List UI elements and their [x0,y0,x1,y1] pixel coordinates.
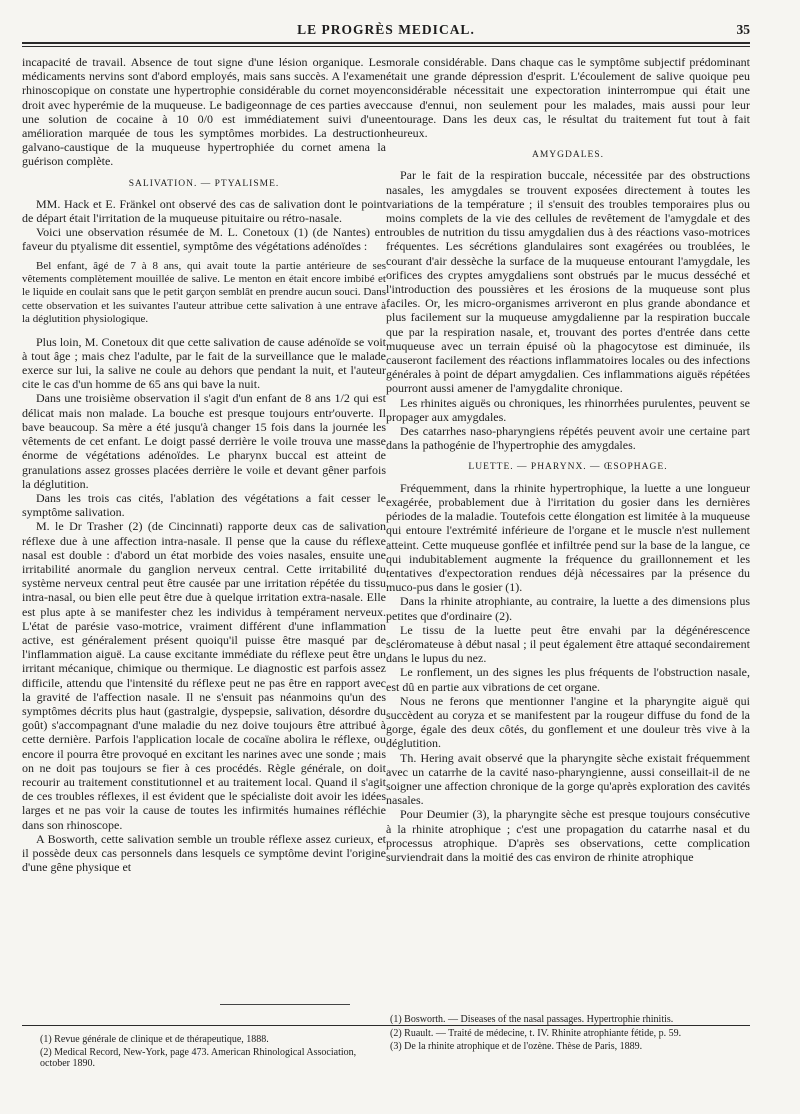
footnote: (2) Medical Record, New-York, page 473. American Rhinological Association, october 1890. [40,1046,357,1070]
footnote: (2) Ruault. — Traité de médecine, t. IV. Rhinite atrophiante fétide, p. 59. [390,1027,682,1039]
paragraph: Les rhinites aiguës ou chroniques, les rhinorrhées purulentes, peuvent se propager aux amygdales. [386,395,750,424]
header-rule-thin [22,46,750,47]
paragraph: incapacité de travail. Absence de tout signe d'une lésion organique. Les médicaments nervins sont d'abord employés, mais sans succès. A l'examen rhinoscopique on constate une hypertrophie considérable du cornet moyen droit avec hyperémie de la muqueuse. Le badigeonnage de ces parties avec une solution de cocaine à 10 0/0 est immédiatement suivi d'une amélioration marquée de tous les symptômes morbides. La destruction galvano-caustique de la muqueuse hypertrophiée du cornet amena la guérison complète. [22,55,386,169]
footnote: (3) De la rhinite atrophique et de l'ozène. Thèse de Paris, 1889. [390,1041,643,1053]
left-column [22,55,386,874]
footnotes-right [390,1014,730,1055]
paragraph: Voici une observation résumée de M. L. Conetoux (1) (de Nantes) en faveur du ptyalisme dit essentiel, symptôme des végétations adénoïdes : [22,225,386,254]
paragraph: Le ronflement, un des signes les plus fréquents de l'obstruction nasale, est dû en partie aux vibrations de cet organe. [386,665,750,694]
footnote: (1) Bosworth. — Diseases of the nasal passages. Hypertrophie rhinitis. [390,1014,674,1025]
running-header [22,16,750,40]
paragraph: Fréquemment, dans la rhinite hypertrophique, la luette a une longueur exagérée, probablement due à l'irritation du gosier dans les dernières périodes de la maladie. Toutefois cette élongation est limitée à la muqueuse qui entoure l'extrémité inférieure de l'organe et le muscle n'est nullement atteint. Cette muqueuse gonflée et infiltrée pend sur la base de la langue, ce qui indubitablement augmente la fréquence du graillonnement et les tentatives d'expectoration rendues déjà nécessaires par la présence du muco-pus dans le gosier (1). [386,480,750,595]
footnote: (1) Revue générale de clinique et de thérapeutique, 1888. [40,1034,269,1045]
footnotes-left [40,1034,380,1071]
paragraph: MM. Hack et E. Fränkel ont observé des cas de salivation dont le point de départ était l'irritation de la muqueuse pituitaire ou rétro-nasale. [22,196,386,226]
section-heading: AMYGDALES. [531,150,604,161]
paragraph: Pour Deumier (3), la pharyngite sèche est presque toujours consécutive à la rhinite atrophique ; c'est une propagation du catarrhe nasal et du processus atrophique. D'après ses observations, cette complication surviendrait dans la moitié des cas environ de rhinite atrophique [386,807,750,864]
paragraph: Par le fait de la respiration buccale, nécessitée par des obstructions nasales, les amygdales se trouvent exposées directement à toutes les variations de la température ; il s'ensuit des troubles temporaires plus ou moins complets de la vie des cellules de revêtement de l'amygdale et des troubles de nutrition du tissu amygdalien dus à des réactions vaso-motrices fréquentes. Les sécrétions glandulaires sont exagérées ou troublées, le courant d'air dessèche la surface de la muqueuse entourant l'amygdale, les orifices des cryptes amygdaliens sont obstrués par le mucus desséché et l'introduction des poussières et les érosions de la muqueuse sont plus faciles. Or, les micro-organismes arriveront en plus grande abondance et plus facilement sur la muqueuse amygdalienne par la respiration buccale que par la respiration nasale, et, trouvant des portes d'entrée dans cette muqueuse avec un terrain épuisé où la phagocytose est diminuée, ils causeront facilement des réactions inflammatoires locales ou des infections générales à point de départ amygdalien. Ces inflammations aiguës répétées pourront aussi amener de l'amygdalite chronique. [386,168,750,396]
paragraph: Th. Hering avait observé que la pharyngite sèche existait fréquemment avec un catarrhe de la cavité naso-pharyngienne, aussi conseillait-il de ne soigner une affection chronique de la gorge qu'après exploration des cavités nasales. [386,750,750,808]
journal-title: LE PROGRÈS MEDICAL. [297,22,475,37]
column-end-rule [220,1004,350,1006]
paragraph: Nous ne ferons que mentionner l'angine et la pharyngite aiguë qui succèdent au coryza et se manifestent par la rougeur diffuse du fond de la gorge, égale des deux côtés, du gonflement et une douleur très vive à la déglutition. [386,693,750,751]
page-number: 35 [736,22,750,37]
paragraph: Des catarrhes naso-pharyngiens répétés peuvent avoir une certaine part dans la pathogénie de l'hypertrophie des amygdales. [386,424,750,453]
paragraph: A Bosworth, cette salivation semble un trouble réflexe assez curieux, et il possède deux cas personnels dans lesquels ce symptôme devint l'origine d'une gêne physique et [22,831,386,875]
paragraph: Dans la rhinite atrophiante, au contraire, la luette a des dimensions plus petites que d'ordinaire (2). [386,594,750,623]
header-rule-thick [22,42,750,44]
paragraph: Dans une troisième observation il s'agit d'un enfant de 8 ans 1/2 qui est délicat mais non malade. La bouche est presque toujours entr'ouverte. Il bave beaucoup. Sa mère a été jusqu'à changer 15 fois dans la journée les vêtements de cet enfant. Le doigt passé derrière le voile trouva une masse énorme de végétations adénoïdes. Le pharynx buccal est atteint de granulations assez grosses placées derrière le voile et devant gêner parfois la déglutition. [22,391,386,491]
paragraph: Plus loin, M. Conetoux dit que cette salivation de cause adénoïde se voit à tout âge ; mais chez l'adulte, par le fait de la surveillance que le malade exerce sur lui, la salive ne coule au dehors que pendant la nuit, et l'auteur cite le cas d'un homme de 65 ans qui bave la nuit. [22,334,386,392]
paragraph: morale considérable. Dans chaque cas le symptôme subjectif prédominant était une grande dépression d'esprit. L'écoulement de salive quoique peu considérable nécessitait une expectoration ininterrompue qui était une cause d'ennui, non seulement pour les malades, mais aussi pour leur entourage. Dans les deux cas, le résultat du traitement fut tout à fait heureux. [386,55,750,141]
paragraph: Le tissu de la luette peut être envahi par la dégénérescence scléromateuse à début nasal ; il peut également être attaqué secondairement dans le lupus du nez. [386,622,750,666]
section-heading: SALIVATION. — PTYALISME. [128,178,280,189]
quoted-observation: Bel enfant, âgé de 7 à 8 ans, qui avait toute la partie antérieure de ses vêtements complètement mouillée de salive. Le menton en était encore imbibé et le liquide en coulait sans que le petit garçon semblât en prendre aucun souci. Dans cette observation et les suivantes l'auteur attribue cette salivation à une entrave à la déglutition physiologique. [22,259,386,326]
right-column [386,55,750,864]
paragraph: M. le Dr Trasher (2) (de Cincinnati) rapporte deux cas de salivation réflexe due à une affection intra-nasale. Il pense que la cause du réflexe nasal est double : d'abord un état morbide des voies nasales, ensuite une irritabilité anormale du ganglion nerveux central. Cette irritabilité du système nerveux central peut être causée par une irritation répétée du tissu intra-nasal, ou bien elle peut être due à quelque irritation extra-nasale. Elle est plus apte à se manifester chez les individus à tempérament nerveux. L'état de parésie vaso-motrice, vraiment différent d'une inflammation active, est généralement présent quoiqu'il puisse être masqué par de l'inflammation aiguë. La cause excitante immédiate du réflexe peut être un irritant mécanique, chimique ou thermique. Le diagnostic est parfois assez difficile, attendu que l'intensité du réflexe peut ne pas être en rapport avec la gravité de l'affection nasale. Il ne s'ensuit pas néanmoins qu'un des symptômes décrits plus haut (gastralgie, dyspepsie, salivation, désordre du goût) s'accompagnant d'une maladie du nez doive toujours être attribué à cette dernière. Parfois l'application locale de cocaïne abolira le réflexe, ou encore il pourra être provoqué en excitant les narines avec une sonde ; mais on ne doit pas toujours se fier à ces procédés. Règle générale, on doit recourir au traitement constitutionnel et au traitement local. Quand il s'agit de ces troubles réflexes, il est évident que le spécialiste doit avoir les idées larges et ne pas voir la cause de toutes les infirmités humaines réfléchie dans son rhinoscope. [22,519,386,832]
paragraph: Dans les trois cas cités, l'ablation des végétations a fait cesser le symptôme salivation. [22,490,386,520]
section-heading: LUETTE. — PHARYNX. — ŒSOPHAGE. [468,462,668,473]
